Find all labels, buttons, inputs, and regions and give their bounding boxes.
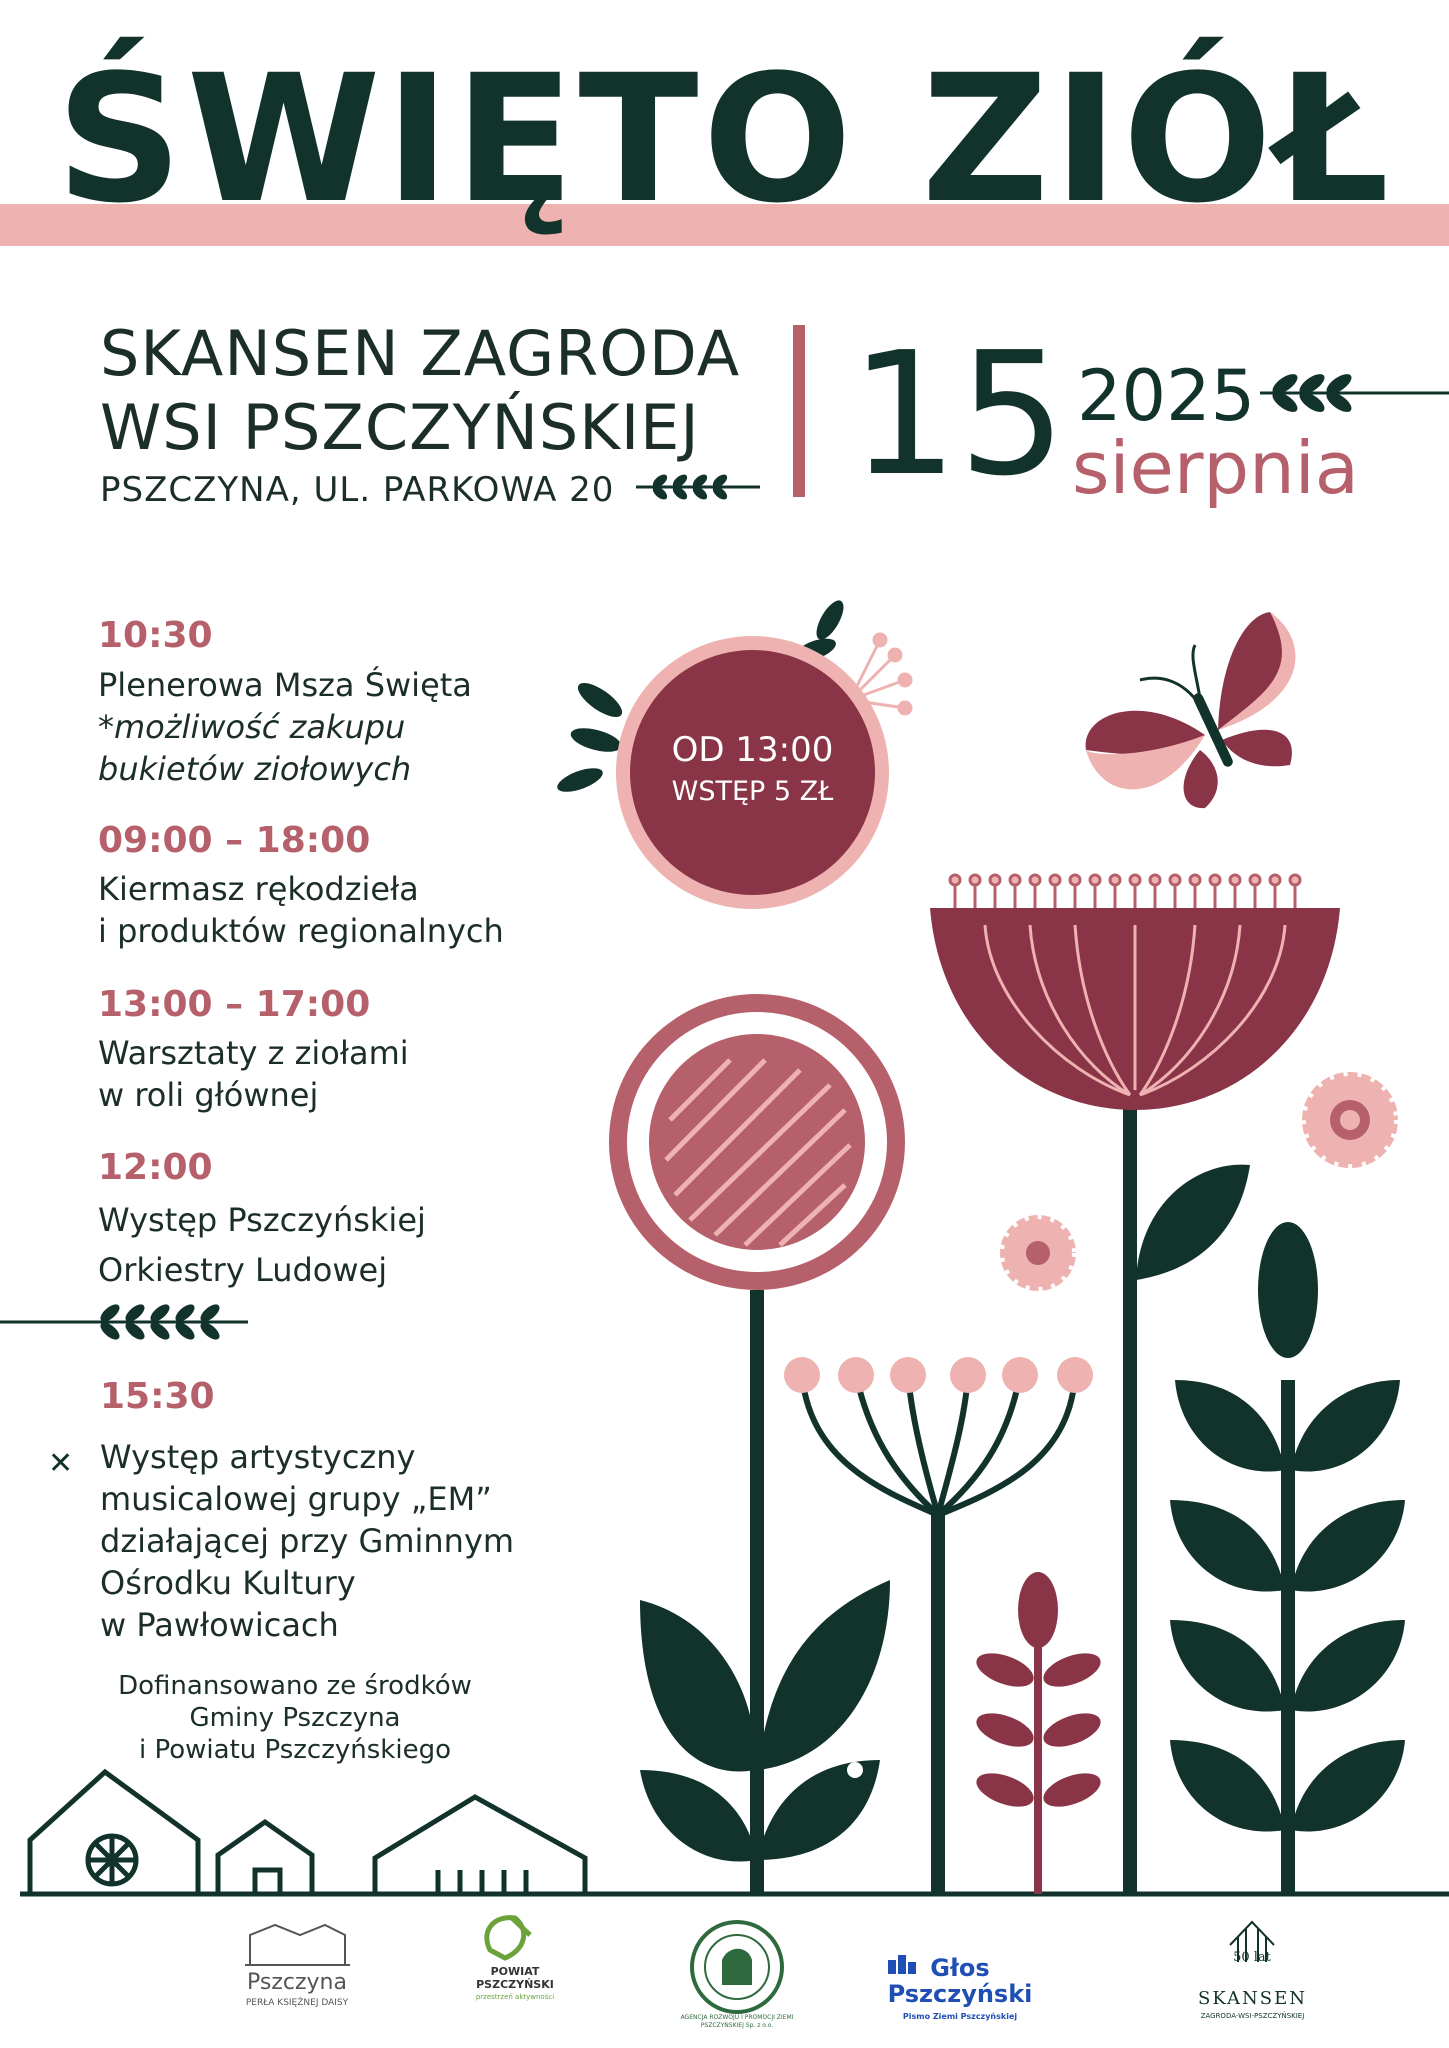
schedule-time-3: 13:00 – 17:00 [98, 984, 371, 1025]
badge-open-time: OD 13:00 [671, 730, 834, 770]
logo-powiat-tagline: przestrzeń aktywności [475, 1993, 555, 2001]
schedule-time-5: 15:30 [100, 1376, 215, 1417]
sprig-address-icon [636, 473, 760, 501]
venue-name-line2: WSI PSZCZYŃSKIEJ [100, 391, 700, 464]
sprig-divider-icon [0, 1302, 248, 1342]
pszczyna-castle-logo-icon [245, 1925, 350, 1965]
logo-glos-tagline: Pismo Ziemi Pszczyńskiej [902, 2012, 1018, 2021]
sprig-header-right-icon [1260, 371, 1449, 415]
logo-pszczyna-tagline: PERŁA KSIĘŻNEJ DAISY [245, 1998, 349, 2008]
badge-entry-fee: WSTĘP 5 ZŁ [671, 776, 834, 807]
logo-powiat-name: POWIAT PSZCZYŃSKI [476, 1965, 554, 1991]
funding-note: Dofinansowano ze środków Gminy Pszczyna i Powiatu Pszczyńskiego [118, 1671, 472, 1765]
schedule-time-1: 10:30 [98, 615, 213, 656]
page-title: ŚWIĘTO ZIÓŁ [55, 37, 1394, 242]
schedule-desc-4: Występ Pszczyńskiej Orkiestry Ludowej [98, 1201, 426, 1289]
schedule-time-2: 09:00 – 18:00 [98, 820, 371, 861]
logo-pszczyna-name: Pszczyna [247, 1970, 347, 1995]
butterfly-icon [1086, 612, 1296, 808]
logo-skansen-tagline: ZAGRODA-WSI-PSZCZYŃSKIEJ [1200, 2012, 1305, 2020]
schedule-desc-5: Występ artystyczny musicalowej grupy „EM” działającej przy Gminnym Ośrodku Kultury w Pawłowicach [100, 1438, 515, 1644]
event-day: 15 [850, 316, 1067, 514]
powiat-logo-icon [487, 1918, 530, 1958]
daisy-large-icon [1302, 1072, 1398, 1168]
round-flower-icon [609, 994, 905, 1290]
entry-badge [630, 650, 875, 895]
agencja-logo-icon [692, 1922, 782, 2012]
venue-address: PSZCZYNA, UL. PARKOWA 20 [100, 470, 615, 510]
schedule-desc-2: Kiermasz rękodzieła i produktów regionalnych [98, 870, 504, 950]
logo-skansen-name: SKANSEN [1197, 1988, 1308, 2009]
sparkle-icon: ✕ [48, 1446, 74, 1481]
venue-name-line1: SKANSEN ZAGRODA [100, 317, 741, 390]
umbel-flower-icon [784, 1357, 1093, 1515]
schedule-time-4: 12:00 [98, 1147, 213, 1188]
logo-agencja-name: AGENCJA ROZWOJU I PROMOCJI ZIEMI PSZCZYŃSKIEJ Sp. z o.o. [680, 2014, 794, 2029]
schedule-desc-1: Plenerowa Msza Święta [98, 666, 472, 704]
schedule-desc-3: Warsztaty z ziołami w roli głównej [98, 1034, 409, 1114]
schedule-note-1: *możliwość zakupu bukietów ziołowych [98, 708, 412, 788]
event-year: 2025 [1077, 355, 1256, 437]
event-month: sierpnia [1072, 426, 1359, 510]
logo-glos-name: Głos Pszczyński [887, 1954, 1033, 2008]
logo-skansen-badge: 50 lat [1233, 1950, 1271, 1965]
village-houses-icon [30, 1772, 585, 1894]
leaf-icon [1136, 1165, 1250, 1280]
round-flower-leaves-icon [640, 1580, 890, 1862]
bowl-flower-icon [930, 875, 1340, 1110]
maroon-herb-icon [972, 1572, 1105, 1894]
badge-dill-icon [850, 634, 911, 714]
daisy-small-icon [1000, 1215, 1076, 1291]
